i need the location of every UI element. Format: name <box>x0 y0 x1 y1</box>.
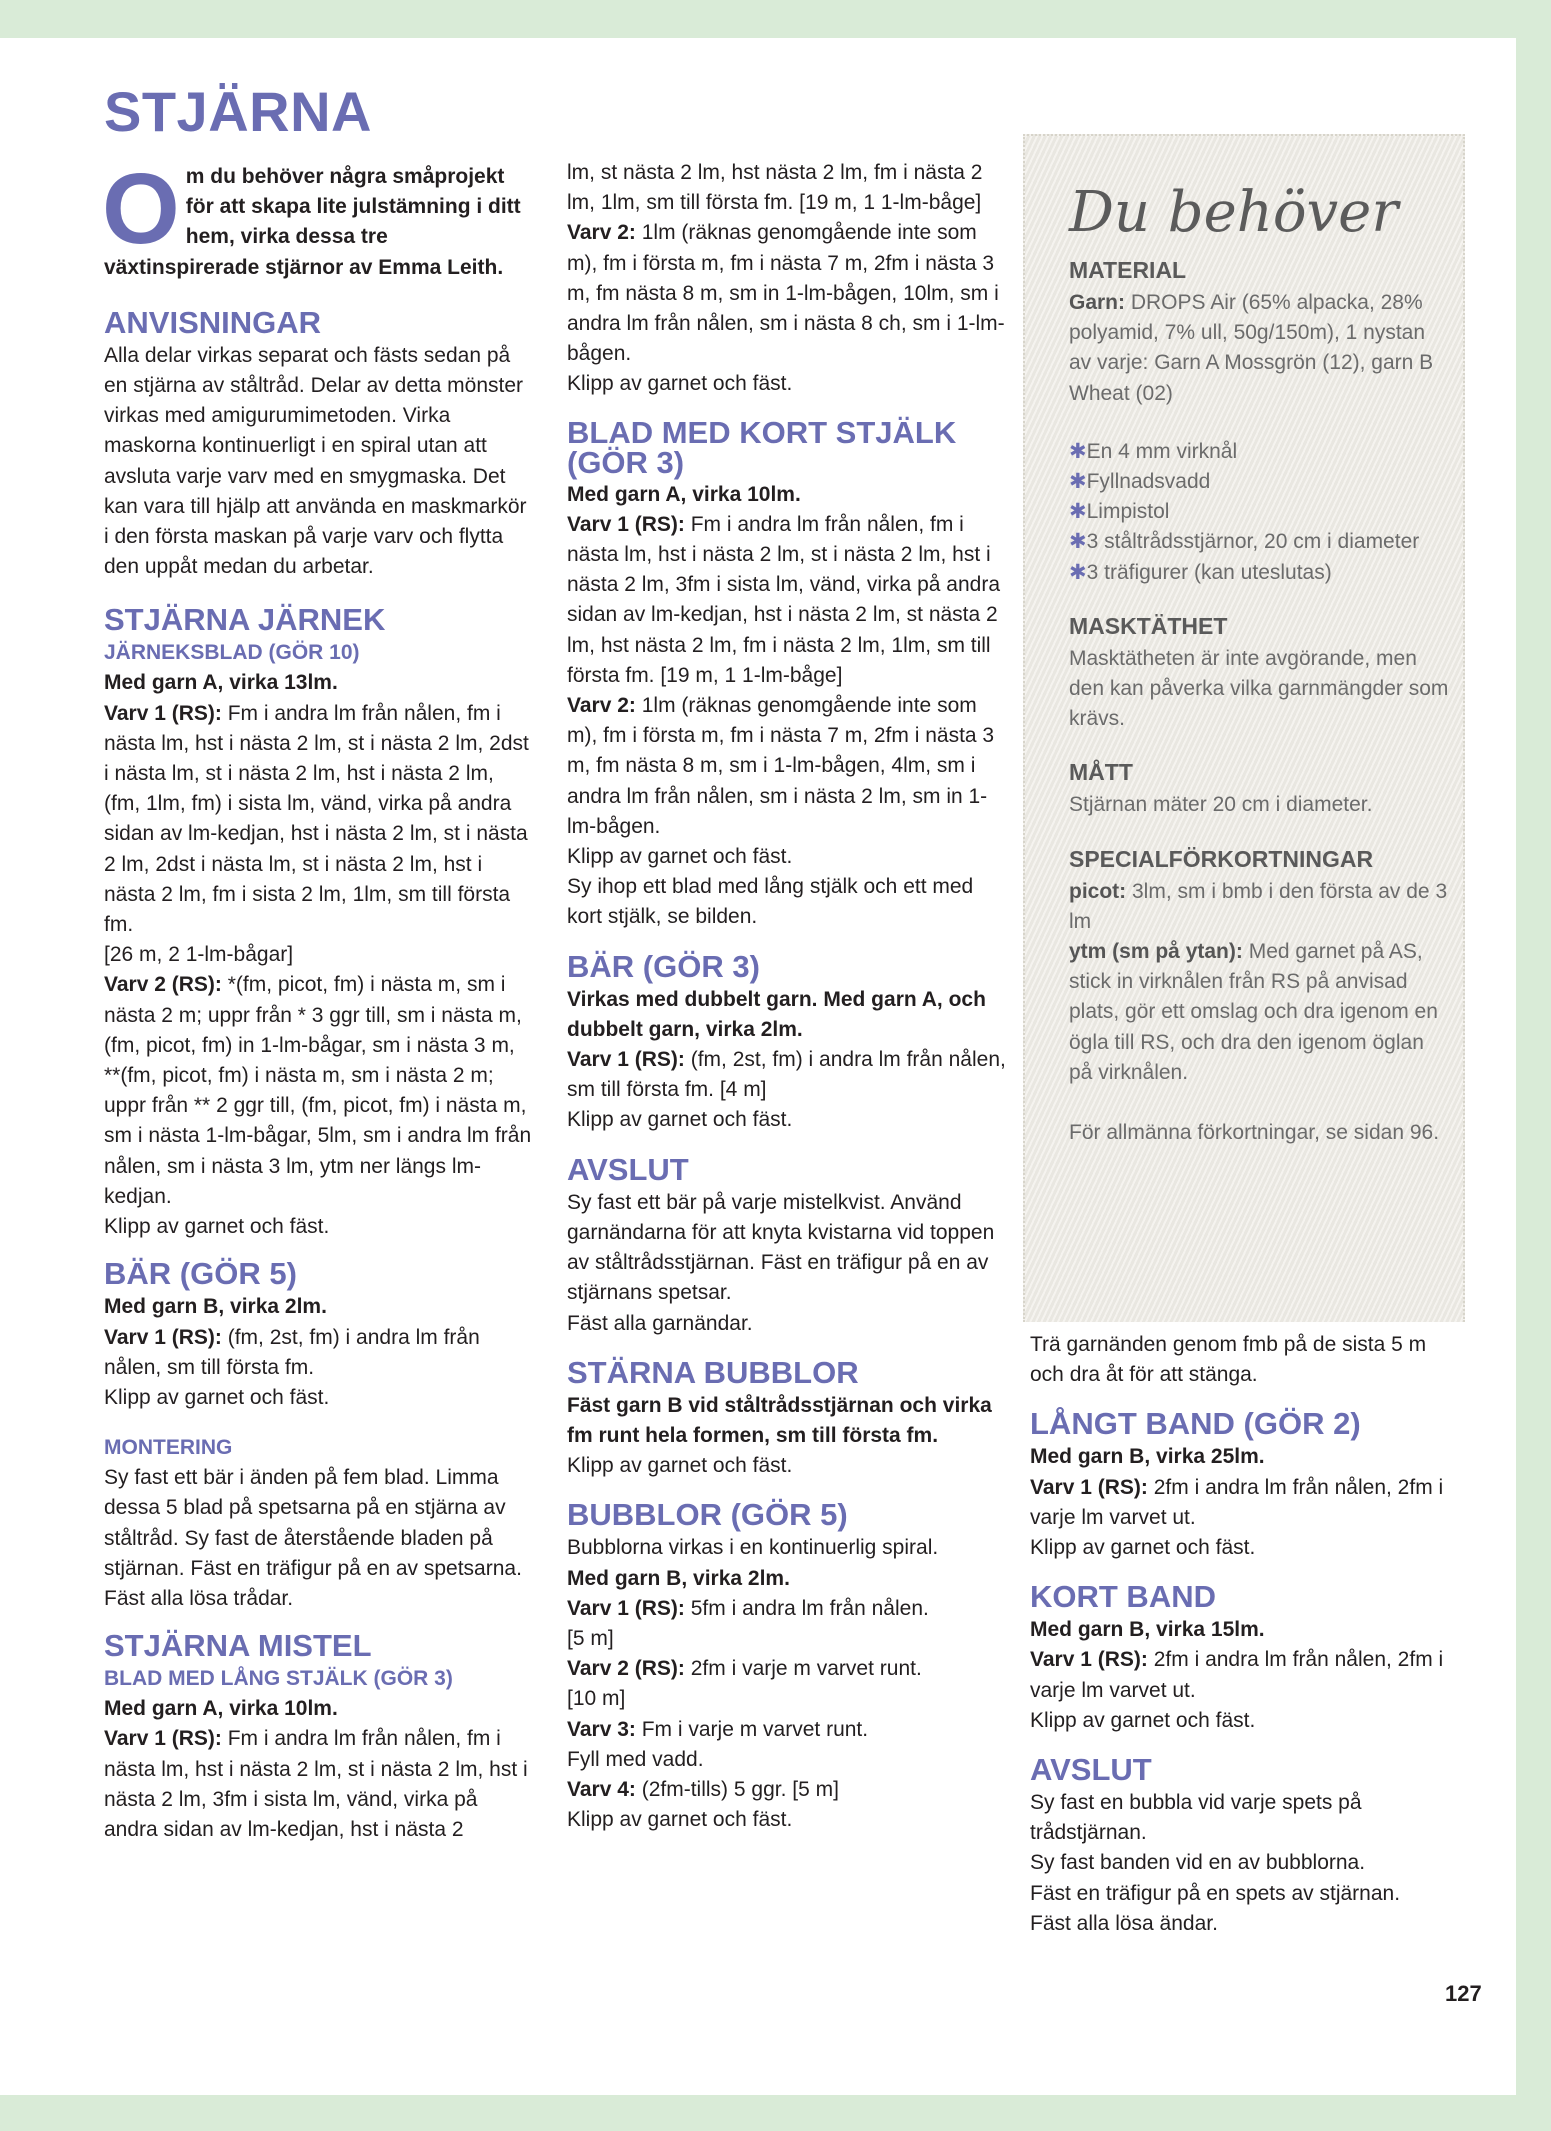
matt-text: Stjärnan mäter 20 cm i diameter. <box>1069 793 1373 817</box>
avslut-bubblor-line-2: Sy fast banden vid en av bubblorna. <box>1030 1851 1366 1875</box>
masktathet-text: Masktätheten är inte avgörande, men den kan påverka vilka garnmängder som krävs. <box>1069 646 1449 731</box>
montering-text: Sy fast ett bär i änden på fem blad. Limma dessa 5 blad på spetsarna på en stjärna av ståltråd. Sy fast de återstående bladen på stjärnan. Fäst en träfigur på en av spetsarna. Fäst alla lösa trådar. <box>104 1466 522 1610</box>
asterisk-icon: ✱ <box>1069 470 1087 494</box>
asterisk-icon: ✱ <box>1069 530 1087 554</box>
bubblor5-varv-2: Varv 2 (RS): 2fm i varje m varvet runt. <box>567 1657 922 1681</box>
subheading-blad-lang-stjalk: BLAD MED LÅNG STJÄLK (GÖR 3) <box>104 1667 453 1691</box>
supply-item: ✱Limpistol <box>1069 500 1170 524</box>
kort-varv-2: Varv 2: 1lm (räknas genomgående inte som m), fm i första m, fm i nästa 7 m, 2fm i nästa 3 m, fm nästa 8 m, sm i 1-lm-bågen, 4lm, sm i andra lm från nålen, sm i nästa 2 lm, sm in 1-lm-bågen. <box>567 694 995 838</box>
jarnek-start: Med garn A, virka 13lm. <box>104 671 338 695</box>
materials-panel <box>1023 134 1465 1322</box>
bubblor5-varv-1: Varv 1 (RS): 5fm i andra lm från nålen. <box>567 1596 929 1620</box>
supplies-list <box>1069 437 1449 588</box>
bar5-end: Klipp av garnet och fäst. <box>104 1385 330 1409</box>
heading-blad-kort-stjalk: BLAD MED KORT STJÄLK (GÖR 3) <box>567 414 957 480</box>
bar3-start: Virkas med dubbelt garn. Med garn A, och dubbelt garn, virka 2lm. <box>567 987 986 1041</box>
asterisk-icon: ✱ <box>1069 439 1087 463</box>
intro-paragraph <box>102 153 534 283</box>
heading-kort-band: KORT BAND <box>1030 1579 1216 1615</box>
bar3-end: Klipp av garnet och fäst. <box>567 1108 793 1132</box>
column-1 <box>104 80 534 1845</box>
heading-langt-band: LÅNGT BAND (GÖR 2) <box>1030 1406 1361 1442</box>
jarnek-varv-1-count: [26 m, 2 1-lm-bågar] <box>104 943 294 967</box>
heading-stjarna-mistel: STJÄRNA MISTEL <box>104 1628 372 1664</box>
langt-band-end: Klipp av garnet och fäst. <box>1030 1536 1256 1560</box>
bubblor5-fill: Fyll med vadd. <box>567 1747 704 1771</box>
avslut-bubblor-line-4: Fäst alla lösa ändar. <box>1030 1911 1218 1935</box>
bar5-start: Med garn B, virka 2lm. <box>104 1295 327 1319</box>
garn-text: Garn: DROPS Air (65% alpacka, 28% polyamid, 7% ull, 50g/150m), 1 nystan av varje: Garn A Mossgrön (12), garn B Wheat (02) <box>1069 291 1434 405</box>
bubblor5-start: Med garn B, virka 2lm. <box>567 1566 790 1590</box>
langt-band-start: Med garn B, virka 25lm. <box>1030 1445 1265 1469</box>
kort-varv-1: Varv 1 (RS): Fm i andra lm från nålen, fm i nästa lm, hst i nästa 2 lm, st i nästa 2 lm, hst i nästa 2 lm, 3fm i sista lm, vänd, virka på andra sidan av lm-kedjan, hst i nästa 2 lm, st nästa 2 lm, hst nästa 2 lm, fm i nästa 2 lm, 1lm, sm till första fm. [19 m, 1 1-lm-båge] <box>567 512 1001 687</box>
panel-title: Du behöver <box>1069 180 1399 245</box>
kort-band-end: Klipp av garnet och fäst. <box>1030 1708 1256 1732</box>
bar5-varv-1: Varv 1 (RS): (fm, 2st, fm) i andra lm från nålen, sm till första fm. <box>104 1325 480 1379</box>
bubblor5-end: Klipp av garnet och fäst. <box>567 1808 793 1832</box>
heading-specialforkortningar: SPECIALFÖRKORTNINGAR <box>1069 845 1374 872</box>
avslut-bubblor-line-3: Fäst en träfigur på en spets av stjärnan. <box>1030 1881 1401 1905</box>
materials-panel-content <box>1069 182 1449 1148</box>
heading-stjarna-jarnek: STJÄRNA JÄRNEK <box>104 602 386 638</box>
supply-item: ✱Fyllnadsvadd <box>1069 470 1211 494</box>
heading-starna-bubblor: STÄRNA BUBBLOR <box>567 1354 859 1390</box>
langt-band-varv-1: Varv 1 (RS): 2fm i andra lm från nålen, 2fm i varje lm varvet ut. <box>1030 1475 1444 1529</box>
lang-varv-2: Varv 2: 1lm (räknas genomgående inte som m), fm i första m, fm i nästa 7 m, 2fm i nästa 3 m, fm nästa 8 m, sm in 1-lm-bågen, 10lm, sm i andra lm från nålen, sm i nästa 8 ch, sm i 1-lm-bågen. <box>567 221 1005 366</box>
bar3-varv-1: Varv 1 (RS): (fm, 2st, fm) i andra lm från nålen, sm till första fm. [4 m] <box>567 1048 1006 1102</box>
kort-band-start: Med garn B, virka 15lm. <box>1030 1618 1265 1642</box>
heading-masktathet: MASKTÄTHET <box>1069 612 1228 639</box>
picot-definition: picot: 3lm, sm i bmb i den första av de 3 lm <box>1069 879 1448 933</box>
anvisningar-text: Alla delar virkas separat och fästs sedan på en stjärna av ståltråd. Delar av detta mönster virkas med amigurumimetoden. Virka maskorna kontinuerligt i en spiral utan att avsluta varje varv med en smygmaska. Det kan vara till hjälp att använda en maskmarkör i den första maskan på varje varv och flytta den uppåt medan du arbetar. <box>104 343 527 579</box>
supply-item: ✱En 4 mm virknål <box>1069 439 1238 463</box>
supply-item: ✱3 ståltrådsstjärnor, 20 cm i diameter <box>1069 530 1420 554</box>
kort-start: Med garn A, virka 10lm. <box>567 482 801 506</box>
heading-avslut-mistel: AVSLUT <box>567 1151 689 1187</box>
bubblor5-varv-3: Varv 3: Fm i varje m varvet runt. <box>567 1717 869 1741</box>
lang-stjalk-continued: lm, st nästa 2 lm, hst nästa 2 lm, fm i nästa 2 lm, 1lm, sm till första fm. [19 m, 1 1-lm-båge] <box>567 161 983 215</box>
heading-montering: MONTERING <box>104 1436 233 1460</box>
supply-item: ✱3 träfigurer (kan uteslutas) <box>1069 560 1332 584</box>
heading-avslut-bubblor: AVSLUT <box>1030 1752 1152 1788</box>
drop-cap: O <box>102 153 180 265</box>
column-2 <box>567 118 1007 1835</box>
heading-material: MATERIAL <box>1069 257 1187 283</box>
kort-end: Klipp av garnet och fäst. <box>567 845 793 869</box>
jarnek-varv-1: Varv 1 (RS): Fm i andra lm från nålen, fm i nästa lm, hst i nästa 2 lm, st i nästa 2 lm, 2dst i nästa lm, st i nästa 2 lm, hst i nästa 2 lm, (fm, 1lm, fm) i sista lm, vänd, virka på andra sidan av lm-kedjan, hst i nästa 2 lm, st i nästa 2 lm, 2dst i nästa lm, st i nästa 2 lm, hst i nästa 2 lm, fm i sista 2 lm, 1lm, sm till första fm. <box>104 701 529 937</box>
kort-band-varv-1: Varv 1 (RS): 2fm i andra lm från nålen, 2fm i varje lm varvet ut. <box>1030 1648 1444 1702</box>
avslut-mistel-text: Sy fast ett bär på varje mistelkvist. Använd garnändarna för att knyta kvistarna vid toppen av ståltrådsstjärnan. Fäst en träfigur på en av stjärnans spetsar. <box>567 1190 995 1305</box>
heading-matt: MÅTT <box>1069 759 1133 786</box>
column-3 <box>1030 1330 1450 1939</box>
heading-bar-5: BÄR (GÖR 5) <box>104 1256 297 1292</box>
bubblor5-varv-4: Varv 4: (2fm-tills) 5 ggr. [5 m] <box>567 1777 839 1801</box>
general-abbreviations-note: För allmänna förkortningar, se sidan 96. <box>1069 1121 1440 1145</box>
kort-sy-ihop: Sy ihop ett blad med lång stjälk och ett med kort stjälk, se bilden. <box>567 875 974 929</box>
bubblor-start: Fäst garn B vid ståltrådsstjärnan och virka fm runt hela formen, sm till första fm. <box>567 1393 992 1447</box>
bubblor5-varv-1-count: [5 m] <box>567 1626 614 1650</box>
page-title: STJÄRNA <box>104 80 372 143</box>
mistel-varv-1: Varv 1 (RS): Fm i andra lm från nålen, fm i nästa lm, hst i nästa 2 lm, st i nästa 2 lm, hst i nästa 2 lm, 3fm i sista lm, vänd, virka på andra sidan av lm-kedjan, hst i nästa 2 <box>104 1727 528 1841</box>
tra-garnanden: Trä garnänden genom fmb på de sista 5 m och dra åt för att stänga. <box>1030 1333 1427 1387</box>
asterisk-icon: ✱ <box>1069 560 1087 584</box>
jarnek-varv-2: Varv 2 (RS): *(fm, picot, fm) i nästa m, sm i nästa 2 m; uppr från * 3 ggr till, sm i nästa m, (fm, picot, fm) in 1-lm-bågar, sm i nästa 3 m, **(fm, picot, fm) i nästa m, sm i nästa 2 m; uppr från ** 2 ggr till, (fm, picot, fm) i nästa m, sm i nästa 1-lm-bågar, 5lm, sm i andra lm från nålen, sm i nästa 3 lm, ytm ner längs lm-kedjan. <box>104 973 532 1208</box>
lang-end: Klipp av garnet och fäst. <box>567 372 793 396</box>
heading-bubblor-5: BUBBLOR (GÖR 5) <box>567 1497 848 1533</box>
avslut-bubblor-text: Sy fast en bubbla vid varje spets på trådstjärnan. <box>1030 1791 1362 1845</box>
avslut-mistel-end: Fäst alla garnändar. <box>567 1311 753 1335</box>
heading-anvisningar: ANVISNINGAR <box>104 304 322 340</box>
subheading-jarneksblad: JÄRNEKSBLAD (GÖR 10) <box>104 641 360 665</box>
asterisk-icon: ✱ <box>1069 500 1087 524</box>
bubblor-end: Klipp av garnet och fäst. <box>567 1454 793 1478</box>
page-number: 127 <box>1445 1981 1482 2006</box>
mistel-start: Med garn A, virka 10lm. <box>104 1697 338 1721</box>
bubblor5-varv-2-count: [10 m] <box>567 1687 626 1711</box>
bubblor5-intro: Bubblorna virkas i en kontinuerlig spiral. <box>567 1536 939 1560</box>
intro-text: m du behöver några småprojekt för att skapa lite julstämning i ditt hem, virka dessa tre växtinspirerade stjärnor av Emma Leith. <box>104 165 521 279</box>
heading-bar-3: BÄR (GÖR 3) <box>567 948 760 984</box>
jarnek-end: Klipp av garnet och fäst. <box>104 1215 330 1239</box>
ytm-definition: ytm (sm på ytan): Med garnet på AS, stick in virknålen från RS på anvisad plats, gör ett omslag och dra igenom en ögla till RS, och dra den igenom öglan på virknålen. <box>1069 940 1438 1084</box>
